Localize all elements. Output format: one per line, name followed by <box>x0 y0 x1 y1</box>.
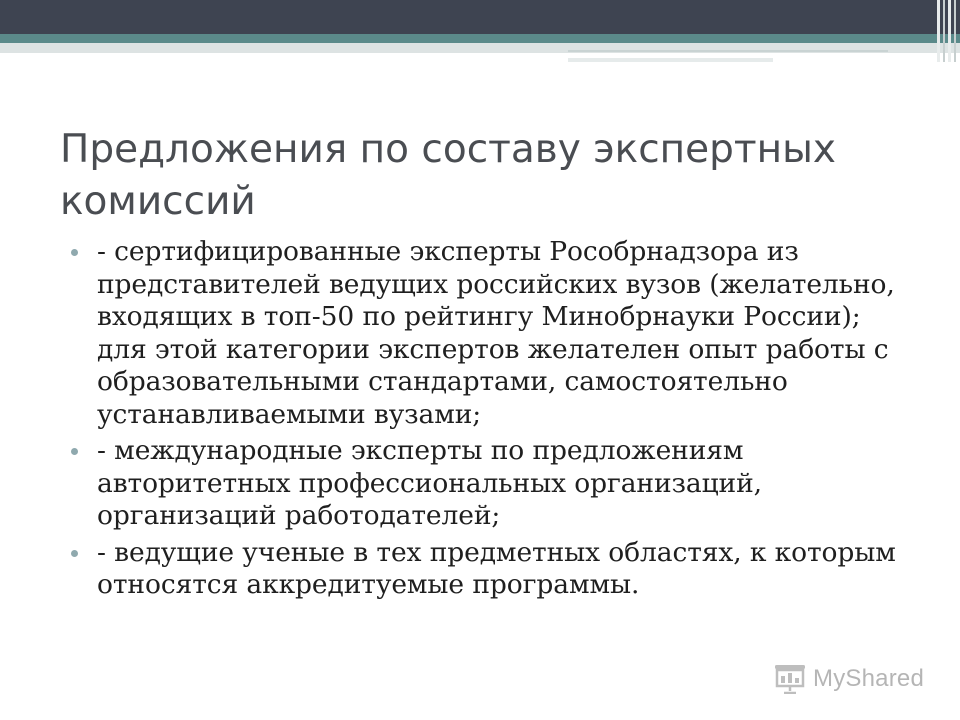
header-band <box>0 0 960 34</box>
slide-title: Предложения по составу экспертных комиссий <box>60 127 836 224</box>
decorative-line <box>937 0 940 62</box>
bullet-icon <box>71 249 78 256</box>
bullet-list <box>70 236 910 606</box>
header-accent-line <box>0 34 960 43</box>
projector-screen-icon <box>773 664 807 694</box>
decorative-line <box>943 0 945 62</box>
list-item <box>70 435 910 533</box>
decorative-line <box>568 50 888 52</box>
watermark-text: MyShared <box>813 665 924 692</box>
decorative-line <box>948 0 951 62</box>
bullet-icon <box>71 550 78 557</box>
bullet-text: - ведущие ученые в тех предметных областях, к которым относятся аккредитуемые программы. <box>97 536 896 600</box>
bullet-text: - сертифицированные эксперты Рособрнадзора из представителей ведущих российских вузов (желательно, входящих в топ-50 по рейтингу Минобрнауки России); для этой категории экспертов желателен опыт работы с образовательными стандартами, самостоятельно устанавливаемыми вузами; <box>97 236 895 430</box>
list-item <box>70 236 910 431</box>
watermark <box>773 664 924 694</box>
list-item <box>70 537 910 602</box>
decorative-line <box>954 0 956 62</box>
decorative-line <box>568 58 773 62</box>
bullet-icon <box>71 448 78 455</box>
decorative-vertical-lines <box>930 0 960 62</box>
bullet-text: - международные эксперты по предложениям авторитетных профессиональных организаций, организаций работодателей; <box>97 435 763 531</box>
